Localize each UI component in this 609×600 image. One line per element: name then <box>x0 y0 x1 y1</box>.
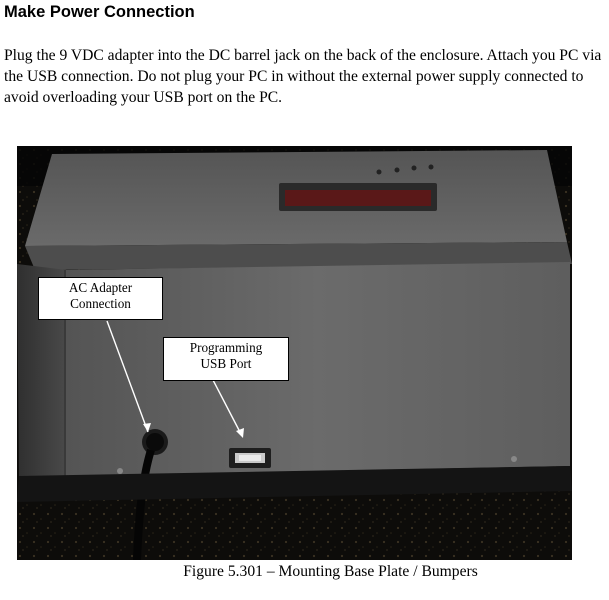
usb-port-callout <box>163 337 289 381</box>
callout-line: AC Adapter <box>68 280 133 295</box>
callout-line: Connection <box>70 296 131 311</box>
callout-line: Programming <box>189 340 263 355</box>
instruction-paragraph: Plug the 9 VDC adapter into the DC barrel jack on the back of the enclosure. Attach you PC via the USB connection. Do not plug your PC in without the external power supply connected to avoid overloading your USB port on the PC. <box>4 47 602 106</box>
ac-adapter-callout <box>38 277 163 320</box>
figure-caption: Figure 5.301 – Mounting Base Plate / Bumpers <box>183 563 478 580</box>
enclosure-photo-illustration <box>17 146 572 560</box>
enclosure-photo <box>17 146 572 560</box>
section-heading: Make Power Connection <box>4 3 195 21</box>
callout-line: USB Port <box>200 356 252 371</box>
